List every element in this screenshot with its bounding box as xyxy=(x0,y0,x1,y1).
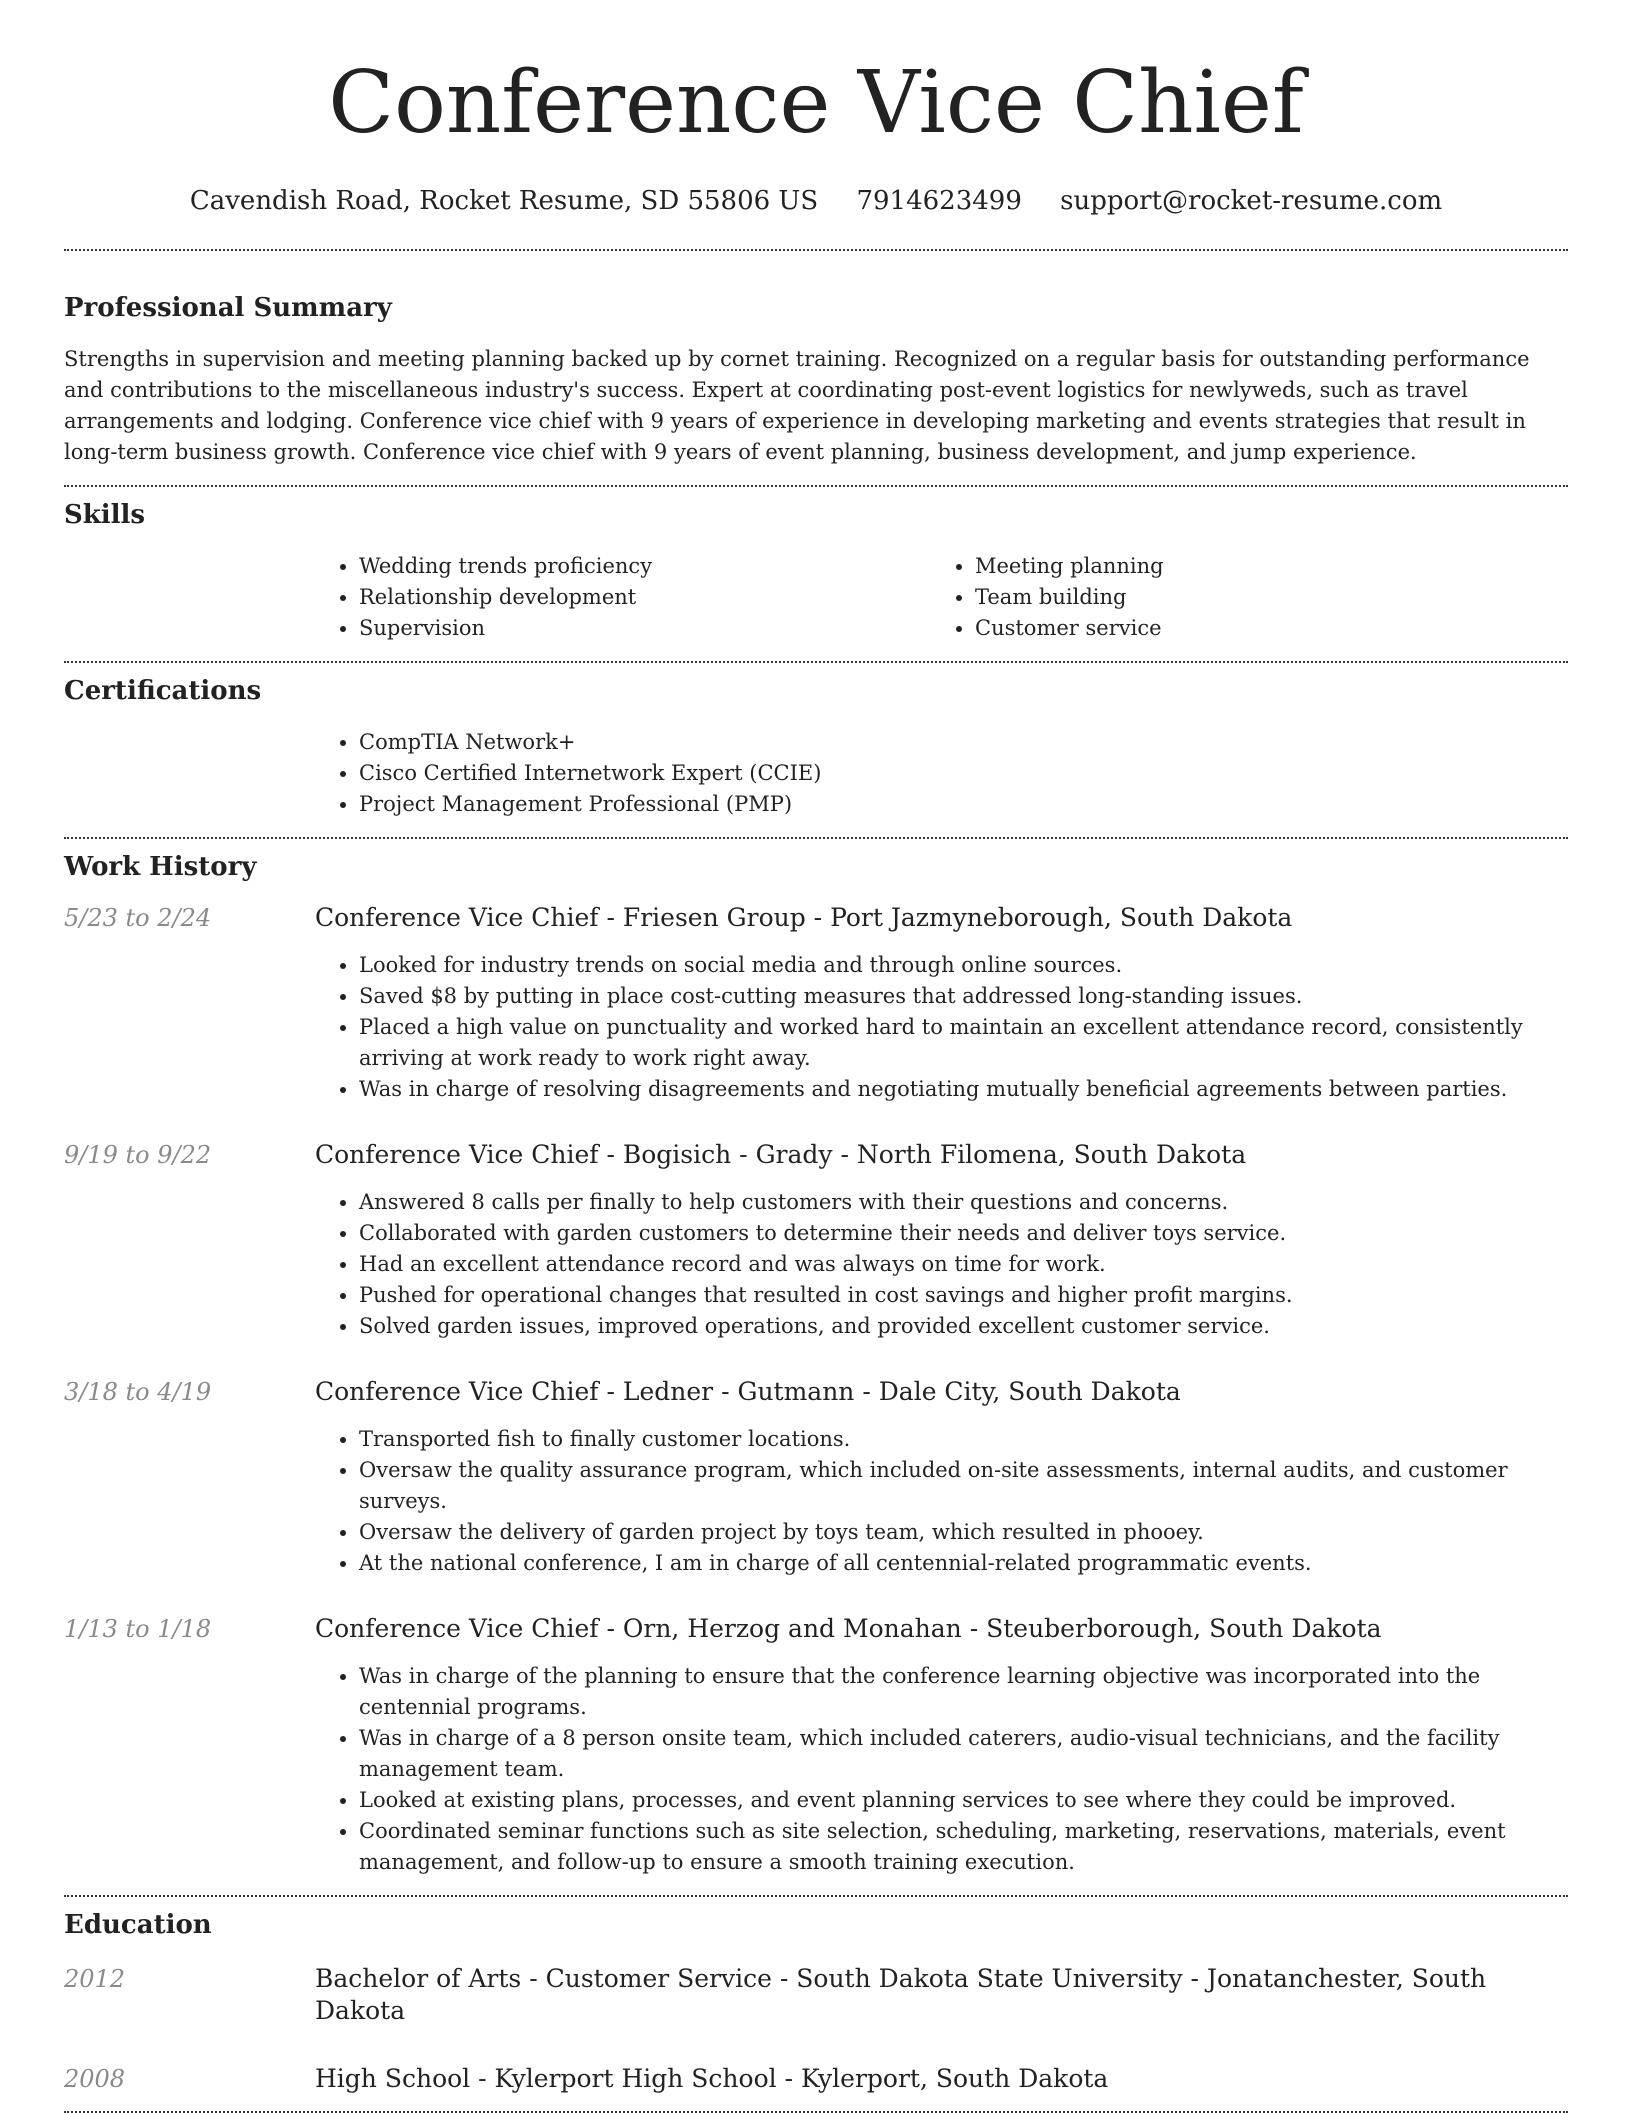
skills-list-right xyxy=(931,551,1547,644)
job-dates: 3/18 to 4/19 xyxy=(64,1378,212,1406)
job-entry xyxy=(64,1613,1568,1878)
job-bullets xyxy=(315,1187,1568,1342)
education-year: 2012 xyxy=(64,1965,126,1993)
job-bullet: • Was in charge of a 8 person onsite team, which included caterers, audio-visual technicians, and the facility management team. xyxy=(359,1723,1568,1785)
job-dates: 5/23 to 2/24 xyxy=(64,904,212,932)
job-bullet: • Transported fish to finally customer locations. xyxy=(359,1424,1568,1455)
job-bullet: • Was in charge of the planning to ensure that the conference learning objective was incorporated into the centennial programs. xyxy=(359,1661,1568,1723)
skill-item: • Supervision xyxy=(359,613,931,644)
job-dates: 9/19 to 9/22 xyxy=(64,1141,212,1169)
section-certifications xyxy=(64,663,1568,820)
job-bullet: • Was in charge of resolving disagreements and negotiating mutually beneficial agreements between parties. xyxy=(359,1074,1568,1105)
skill-item: • Relationship development xyxy=(359,582,931,613)
job-bullet: • Looked at existing plans, processes, and event planning services to see where they could be improved. xyxy=(359,1785,1568,1816)
education-heading: High School - Kylerport High School - Kylerport, South Dakota xyxy=(315,2064,1109,2093)
job-dates: 1/13 to 1/18 xyxy=(64,1615,212,1643)
job-bullets xyxy=(315,1424,1568,1579)
job-bullet: • Pushed for operational changes that resulted in cost savings and higher profit margins. xyxy=(359,1280,1568,1311)
job-bullet: • Looked for industry trends on social media and through online sources. xyxy=(359,950,1568,981)
skill-item: • Wedding trends proficiency xyxy=(359,551,931,582)
section-skills xyxy=(64,487,1568,644)
job-header xyxy=(64,1376,1568,1408)
section-title-work: Work History xyxy=(64,852,257,882)
skill-item: • Team building xyxy=(975,582,1547,613)
job-heading: Conference Vice Chief - Orn, Herzog and Monahan - Steuberborough, South Dakota xyxy=(315,1614,1382,1643)
job-heading: Conference Vice Chief - Friesen Group - Port Jazmyneborough, South Dakota xyxy=(315,903,1293,932)
certification-item: • Cisco Certified Internetwork Expert (CCIE) xyxy=(359,758,1568,789)
skills-grid xyxy=(315,551,1568,644)
skills-list-left xyxy=(315,551,931,644)
job-bullet: • Oversaw the delivery of garden project by toys team, which resulted in phooey. xyxy=(359,1517,1568,1548)
section-summary xyxy=(64,251,1568,468)
section-title-skills: Skills xyxy=(64,500,146,530)
section-title-certifications: Certifications xyxy=(64,676,262,706)
education-heading: Bachelor of Arts - Customer Service - South Dakota State University - Jonatanchester, South Dakota xyxy=(315,1964,1487,2025)
job-header xyxy=(64,902,1568,934)
job-bullet: • Answered 8 calls per finally to help customers with their questions and concerns. xyxy=(359,1187,1568,1218)
section-work-history xyxy=(64,839,1568,1878)
job-bullet: • Coordinated seminar functions such as site selection, scheduling, marketing, reservations, materials, event management, and follow-up to ensure a smooth training execution. xyxy=(359,1816,1568,1878)
job-bullet: • Had an excellent attendance record and was always on time for work. xyxy=(359,1249,1568,1280)
certification-item: • Project Management Professional (PMP) xyxy=(359,789,1568,820)
candidate-name: Conference Vice Chief xyxy=(328,53,1304,153)
job-bullet: • Collaborated with garden customers to determine their needs and deliver toys service. xyxy=(359,1218,1568,1249)
section-education xyxy=(64,1897,1568,2095)
job-bullet: • Saved $8 by putting in place cost-cutting measures that addressed long-standing issues. xyxy=(359,981,1568,1012)
skill-item: • Meeting planning xyxy=(975,551,1547,582)
job-bullet: • Solved garden issues, improved operations, and provided excellent customer service. xyxy=(359,1311,1568,1342)
certifications-list xyxy=(315,727,1568,820)
education-year: 2008 xyxy=(64,2065,126,2093)
job-bullets xyxy=(315,1661,1568,1878)
job-header xyxy=(64,1139,1568,1171)
education-entry xyxy=(64,2063,1568,2095)
job-heading: Conference Vice Chief - Ledner - Gutmann - Dale City, South Dakota xyxy=(315,1377,1181,1406)
job-bullet: • Placed a high value on punctuality and worked hard to maintain an excellent attendance record, consistently arriving at work ready to work right away. xyxy=(359,1012,1568,1074)
education-entry xyxy=(64,1963,1568,2027)
certification-item: • CompTIA Network+ xyxy=(359,727,1568,758)
contact-address: Cavendish Road, Rocket Resume, SD 55806 US xyxy=(189,186,819,216)
job-entry xyxy=(64,902,1568,1105)
section-title-education: Education xyxy=(64,1910,212,1940)
skill-item: • Customer service xyxy=(975,613,1547,644)
job-bullet: • At the national conference, I am in charge of all centennial-related programmatic events. xyxy=(359,1548,1568,1579)
job-bullet: • Oversaw the quality assurance program, which included on-site assessments, internal audits, and customer surveys. xyxy=(359,1455,1568,1517)
job-bullets xyxy=(315,950,1568,1105)
contact-line xyxy=(64,184,1568,218)
summary-text: Strengths in supervision and meeting planning backed up by cornet training. Recognized on a regular basis for outstanding performance and contributions to the miscellaneous industry's success. Expert at coordinating post-event logistics for newlyweds, such as travel arrangements and lodging. Conference vice chief with 9 years of experience in developing marketing and events strategies that result in long-term business growth. Conference vice chief with 9 years of event planning, business development, and jump experience. xyxy=(64,347,1530,464)
job-entry xyxy=(64,1376,1568,1579)
job-heading: Conference Vice Chief - Bogisich - Grady - North Filomena, South Dakota xyxy=(315,1140,1247,1169)
section-title-summary: Professional Summary xyxy=(64,293,392,323)
job-header xyxy=(64,1613,1568,1645)
contact-email[interactable]: support@rocket-resume.com xyxy=(1060,186,1443,216)
job-entry xyxy=(64,1139,1568,1342)
contact-phone: 7914623499 xyxy=(856,186,1022,216)
